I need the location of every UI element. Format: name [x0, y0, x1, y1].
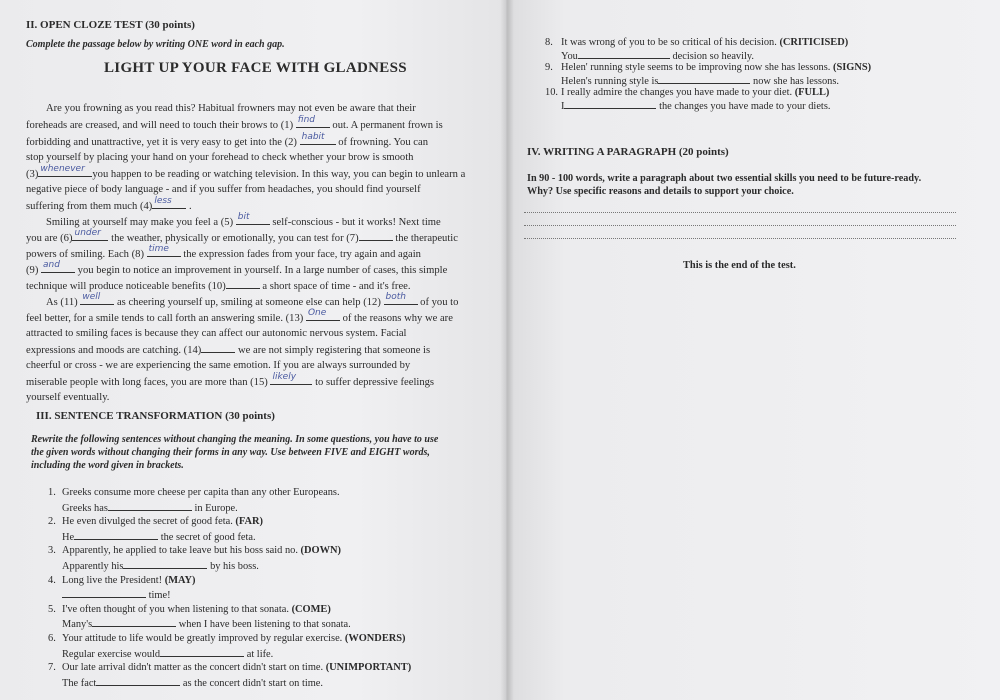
answer-prompt: Helen's running style is	[561, 75, 659, 87]
passage-text: the weather, physically or emotionally, you can test for (7)	[108, 233, 359, 244]
passage-text: as cheering yourself up, smiling at someone else can help (12)	[114, 297, 384, 308]
answer-blank[interactable]	[296, 117, 330, 128]
section-2-instruction: Complete the passage below by writing ONE word in each gap.	[26, 39, 285, 50]
answer-prompt: Regular exercise would	[62, 648, 161, 660]
passage-text: of the reasons why we are	[339, 313, 453, 324]
passage-text: yourself eventually.	[26, 392, 110, 403]
passage-line	[26, 166, 483, 183]
keyword: (DOWN)	[300, 545, 341, 557]
passage-text: self-conscious - but it works! Next time	[269, 217, 441, 228]
question-text: I really admire the changes you have made to your diet.	[561, 87, 795, 98]
passage-text: expressions and moods are catching. (14)	[26, 345, 202, 356]
question-number: 4.	[48, 574, 56, 586]
passage-line	[46, 101, 483, 117]
keyword: (COME)	[291, 603, 331, 615]
answer-blank[interactable]	[74, 529, 158, 540]
question-number: 6.	[48, 633, 56, 644]
question-text: Apparently, he applied to take leave but his boss said no.	[62, 545, 301, 557]
question-text: He even divulged the secret of good feta.	[62, 516, 236, 528]
question-number: 1.	[48, 487, 56, 498]
passage-text: you happen to be reading or watching television. In this way, you can begin to unlearn a	[92, 169, 466, 180]
answer-line	[62, 500, 238, 516]
question-text: Greeks consume more cheese per capita than any other Europeans.	[62, 487, 340, 498]
passage-text: technique will produce noticeable benefits (10)	[26, 281, 226, 292]
answer-blank[interactable]	[41, 262, 75, 273]
answer-line	[62, 587, 171, 603]
answer-ending: as the concert didn't start on time.	[180, 677, 324, 689]
answer-line	[62, 529, 256, 545]
answer-blank[interactable]	[270, 374, 312, 385]
passage-text: stop yourself by placing your hand on your forehead to check whether your brow is smooth	[26, 152, 414, 163]
passage-text: to suffer depressive feelings	[312, 377, 435, 388]
section-3-heading: III. SENTENCE TRANSFORMATION (30 points)	[36, 410, 275, 422]
question-sentence	[48, 660, 411, 675]
question-sentence	[48, 602, 331, 617]
answer-blank[interactable]	[96, 675, 180, 686]
answer-ending: at life.	[244, 648, 274, 660]
passage-text: of frowning. You can	[335, 137, 429, 148]
answer-blank[interactable]	[300, 134, 336, 145]
answer-blank[interactable]	[236, 214, 270, 225]
answer-line	[561, 98, 830, 114]
question-text: I've often thought of you when listening to that sonata.	[62, 603, 292, 615]
answer-blank[interactable]	[578, 48, 670, 59]
passage-text: suffering from them much (4)	[26, 201, 153, 212]
passage-line	[26, 374, 483, 391]
answer-blank[interactable]	[72, 230, 108, 241]
section-2-heading: II. OPEN CLOZE TEST (30 points)	[26, 19, 195, 31]
answer-blank[interactable]	[160, 646, 244, 657]
handwritten-answer: time	[148, 244, 169, 254]
answer-blank[interactable]	[658, 73, 750, 84]
passage-text: (9)	[26, 265, 42, 276]
handwritten-answer: less	[154, 196, 172, 206]
question-number: 5.	[48, 603, 56, 615]
answer-prompt: I	[561, 100, 565, 112]
question-number: 10.	[545, 87, 558, 98]
answer-ending: now she has lessons.	[750, 75, 840, 87]
passage-text: you are (6)	[26, 233, 73, 244]
answer-blank[interactable]	[152, 198, 186, 209]
passage-line	[26, 342, 483, 359]
passage-text: forbidding and unattractive, yet it is very easy to get into the (2)	[26, 137, 300, 148]
handwritten-answer: habit	[301, 132, 325, 142]
passage-line	[26, 246, 483, 263]
passage-text: of you to	[417, 297, 459, 308]
answer-blank[interactable]	[201, 342, 235, 353]
passage-text: negative piece of body language - and if you suffer from headaches, you should find yourself	[26, 184, 421, 195]
passage-line	[26, 182, 483, 198]
keyword: (FULL)	[794, 87, 830, 98]
instruction-line: the given words without changing their forms in any way. Use between FIVE and EIGHT words,	[31, 447, 430, 458]
question-number: 8.	[545, 37, 553, 48]
passage-text: (3)	[26, 169, 39, 180]
writing-line[interactable]	[524, 212, 956, 213]
answer-blank[interactable]	[108, 500, 192, 511]
handwritten-answer: both	[385, 292, 406, 302]
passage-title: LIGHT UP YOUR FACE WITH GLADNESS	[104, 60, 407, 76]
question-sentence	[48, 573, 196, 588]
passage-line	[26, 326, 483, 342]
book-gutter	[500, 0, 514, 700]
keyword: (WONDERS)	[344, 633, 406, 644]
passage-text: we are not simply registering that someone is	[235, 345, 431, 356]
question-sentence	[48, 485, 340, 500]
answer-prompt: He	[62, 531, 75, 543]
passage-text: foreheads are creased, and will need to touch their brows to (1)	[26, 120, 296, 131]
passage-text: feel better, for a smile tends to call forth an answering smile. (13)	[26, 313, 306, 324]
question-number: 9.	[545, 62, 553, 73]
passage-text: out. A permanent frown is	[329, 120, 443, 131]
question-sentence	[48, 543, 341, 558]
question-sentence	[48, 514, 263, 529]
passage-line	[26, 358, 483, 374]
writing-line[interactable]	[524, 225, 956, 226]
instruction-line: Why? Use specific reasons and details to support your choice.	[527, 186, 794, 197]
question-number: 3.	[48, 545, 56, 557]
answer-ending: the changes you have made to your diets.	[656, 100, 831, 112]
answer-prompt: You	[561, 50, 578, 62]
handwritten-answer: under	[74, 228, 101, 238]
passage-line	[26, 230, 483, 247]
writing-line[interactable]	[524, 238, 956, 239]
answer-blank[interactable]	[80, 294, 114, 305]
passage-text: you begin to notice an improvement in yourself. In a large number of cases, this simple	[75, 265, 448, 276]
answer-blank[interactable]	[38, 166, 92, 177]
question-sentence	[48, 631, 406, 646]
answer-blank[interactable]	[384, 294, 418, 305]
question-text: Helen' running style seems to be improving now she has lessons.	[561, 62, 833, 73]
handwritten-answer: and	[43, 260, 60, 270]
passage-line	[26, 262, 483, 279]
question-number: 7.	[48, 662, 56, 674]
answer-blank[interactable]	[306, 310, 340, 321]
passage-text: powers of smiling. Each (8)	[26, 249, 147, 260]
answer-prompt: Many's	[62, 619, 93, 631]
passage-text: miserable people with long faces, you are more than (15)	[26, 377, 271, 388]
handwritten-answer: whenever	[40, 164, 85, 174]
answer-ending: when I have been listening to that sonata.	[176, 619, 351, 631]
answer-line	[62, 646, 273, 662]
answer-blank[interactable]	[359, 230, 393, 241]
handwritten-answer: find	[297, 115, 315, 125]
passage-line	[26, 134, 483, 151]
instruction-line: In 90 - 100 words, write a paragraph about two essential skills you need to be future-ready.	[527, 173, 922, 184]
keyword: (UNIMPORTANT)	[325, 662, 412, 674]
answer-blank[interactable]	[62, 587, 146, 598]
handwritten-answer: likely	[272, 372, 297, 382]
answer-ending: by his boss.	[207, 561, 259, 572]
answer-line	[62, 558, 259, 574]
keyword: (CRITICISED)	[779, 37, 849, 48]
answer-prompt: The fact	[62, 677, 97, 689]
passage-text: the expression fades from your face, try again and again	[180, 249, 421, 260]
keyword: (FAR)	[235, 516, 263, 528]
question-text: It was wrong of you to be so critical of his decision.	[561, 37, 780, 48]
answer-blank[interactable]	[226, 278, 260, 289]
answer-blank[interactable]	[564, 98, 656, 109]
passage-text: a short space of time - and it's free.	[259, 281, 411, 292]
passage-text: As (11)	[46, 297, 81, 308]
answer-blank[interactable]	[123, 558, 207, 569]
answer-prompt: Greeks has	[62, 502, 108, 514]
passage-line	[26, 198, 483, 215]
answer-ending: the secret of good feta.	[158, 531, 256, 543]
answer-blank[interactable]	[147, 246, 181, 257]
question-text: Your attitude to life would be greatly improved by regular exercise.	[62, 633, 345, 644]
answer-blank[interactable]	[92, 616, 176, 627]
answer-ending: decision so heavily.	[669, 50, 755, 62]
passage-text: attracted to smiling faces is because they can affect our autonomic nervous system. Facial	[26, 328, 407, 339]
answer-line	[62, 675, 323, 691]
passage-line	[26, 310, 483, 327]
question-text: Long live the President!	[62, 574, 165, 586]
passage-text: Smiling at yourself may make you feel a (5)	[46, 217, 236, 228]
passage-line	[46, 294, 483, 311]
answer-ending: in Europe.	[191, 502, 238, 514]
passage-line	[46, 214, 483, 231]
passage-text: Are you frowning as you read this? Habitual frowners may not even be aware that their	[46, 103, 416, 114]
keyword: (SIGNS)	[833, 62, 872, 73]
answer-line	[62, 616, 351, 632]
instruction-line: Rewrite the following sentences without changing the meaning. In some questions, you have to use	[31, 434, 439, 445]
handwritten-answer: well	[82, 292, 101, 302]
keyword: (MAY)	[164, 574, 196, 586]
passage-line	[26, 150, 483, 166]
passage-text: .	[186, 201, 192, 212]
answer-prompt: Apparently his	[62, 561, 124, 572]
answer-ending: time!	[146, 590, 171, 602]
instruction-line: including the word given in brackets.	[31, 460, 184, 471]
question-number: 2.	[48, 516, 56, 528]
passage-text: the therapeutic	[392, 233, 458, 244]
passage-text: cheerful or cross - we are experiencing the same emotion. If you are always surrounded by	[26, 360, 411, 371]
passage-line	[26, 117, 483, 134]
question-text: Our late arrival didn't matter as the concert didn't start on time.	[62, 662, 326, 674]
section-4-heading: IV. WRITING A PARAGRAPH (20 points)	[527, 146, 729, 158]
passage-line	[26, 390, 483, 406]
end-of-test-text: This is the end of the test.	[683, 260, 796, 271]
handwritten-answer: bit	[237, 212, 250, 222]
handwritten-answer: One	[307, 308, 327, 318]
